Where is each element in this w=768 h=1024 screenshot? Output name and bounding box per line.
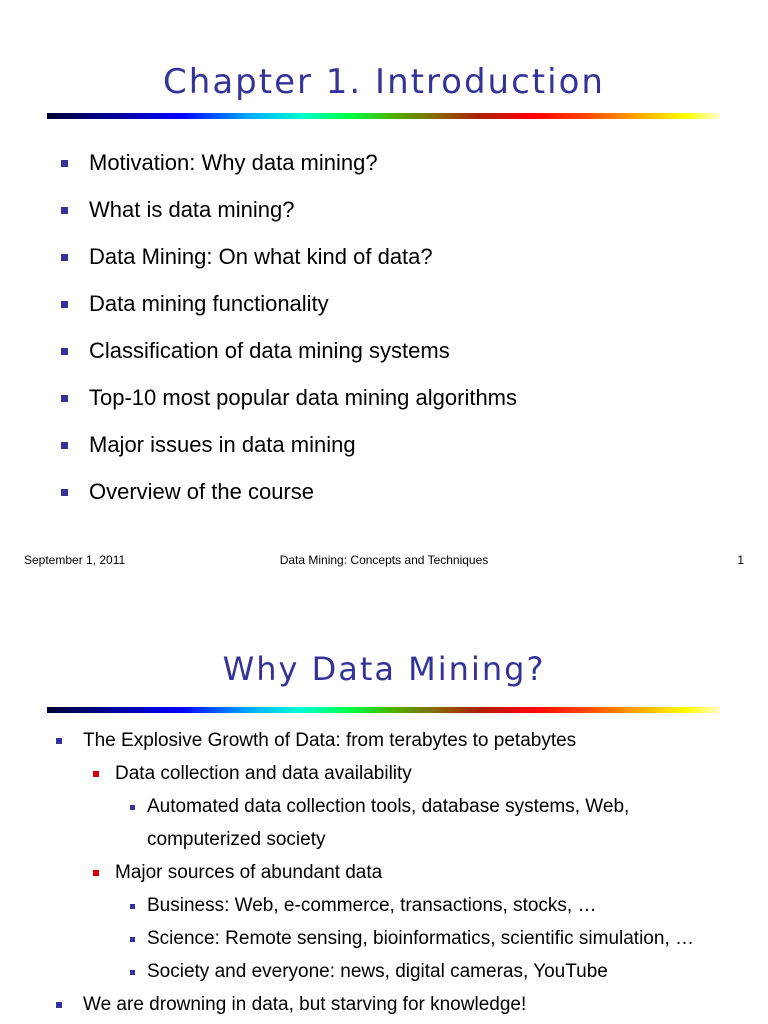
- page-number: 1: [737, 553, 744, 567]
- slide-title: Why Data Mining?: [222, 650, 546, 688]
- square-bullet-icon: [56, 738, 62, 744]
- bullet-list: [60, 146, 750, 522]
- list-item: What is data mining?: [60, 193, 750, 240]
- list-item: Motivation: Why data mining?: [60, 146, 750, 193]
- bullet-list: [54, 724, 754, 1021]
- list-item: Data Mining: On what kind of data?: [60, 240, 750, 287]
- square-bullet-icon: [130, 904, 135, 909]
- square-bullet-icon: [56, 1002, 62, 1008]
- square-bullet-icon: [93, 771, 99, 777]
- footer-date: September 1, 2011: [24, 553, 126, 567]
- square-bullet-icon: [61, 489, 68, 496]
- square-bullet-icon: [61, 301, 68, 308]
- list-item: The Explosive Growth of Data: from terabytes to petabytes: [54, 724, 754, 757]
- list-item: Business: Web, e-commerce, transactions, stocks, …: [54, 889, 754, 922]
- square-bullet-icon: [61, 442, 68, 449]
- list-item: Major issues in data mining: [60, 428, 750, 475]
- list-item: Science: Remote sensing, bioinformatics, scientific simulation, …: [54, 922, 754, 955]
- footer-title: Data Mining: Concepts and Techniques: [279, 553, 489, 567]
- slide-2: [0, 600, 768, 1024]
- list-item: Major sources of abundant data: [54, 856, 754, 889]
- title-divider: [47, 113, 720, 119]
- square-bullet-icon: [61, 254, 68, 261]
- slide-title: Chapter 1. Introduction: [163, 62, 605, 102]
- square-bullet-icon: [61, 207, 68, 214]
- list-item: Data collection and data availability: [54, 757, 754, 790]
- list-item: Automated data collection tools, database systems, Web,: [54, 790, 754, 823]
- square-bullet-icon: [130, 805, 135, 810]
- square-bullet-icon: [61, 348, 68, 355]
- list-item: We are drowning in data, but starving for knowledge!: [54, 988, 754, 1021]
- square-bullet-icon: [61, 395, 68, 402]
- square-bullet-icon: [130, 937, 135, 942]
- square-bullet-icon: [93, 870, 99, 876]
- square-bullet-icon: [61, 160, 68, 167]
- list-item: Data mining functionality: [60, 287, 750, 334]
- list-item: Society and everyone: news, digital cameras, YouTube: [54, 955, 754, 988]
- title-divider: [47, 707, 720, 713]
- list-item-continuation: computerized society: [147, 829, 326, 850]
- list-item: Classification of data mining systems: [60, 334, 750, 381]
- list-item: Top-10 most popular data mining algorithms: [60, 381, 750, 428]
- square-bullet-icon: [130, 970, 135, 975]
- list-item: Overview of the course: [60, 475, 750, 522]
